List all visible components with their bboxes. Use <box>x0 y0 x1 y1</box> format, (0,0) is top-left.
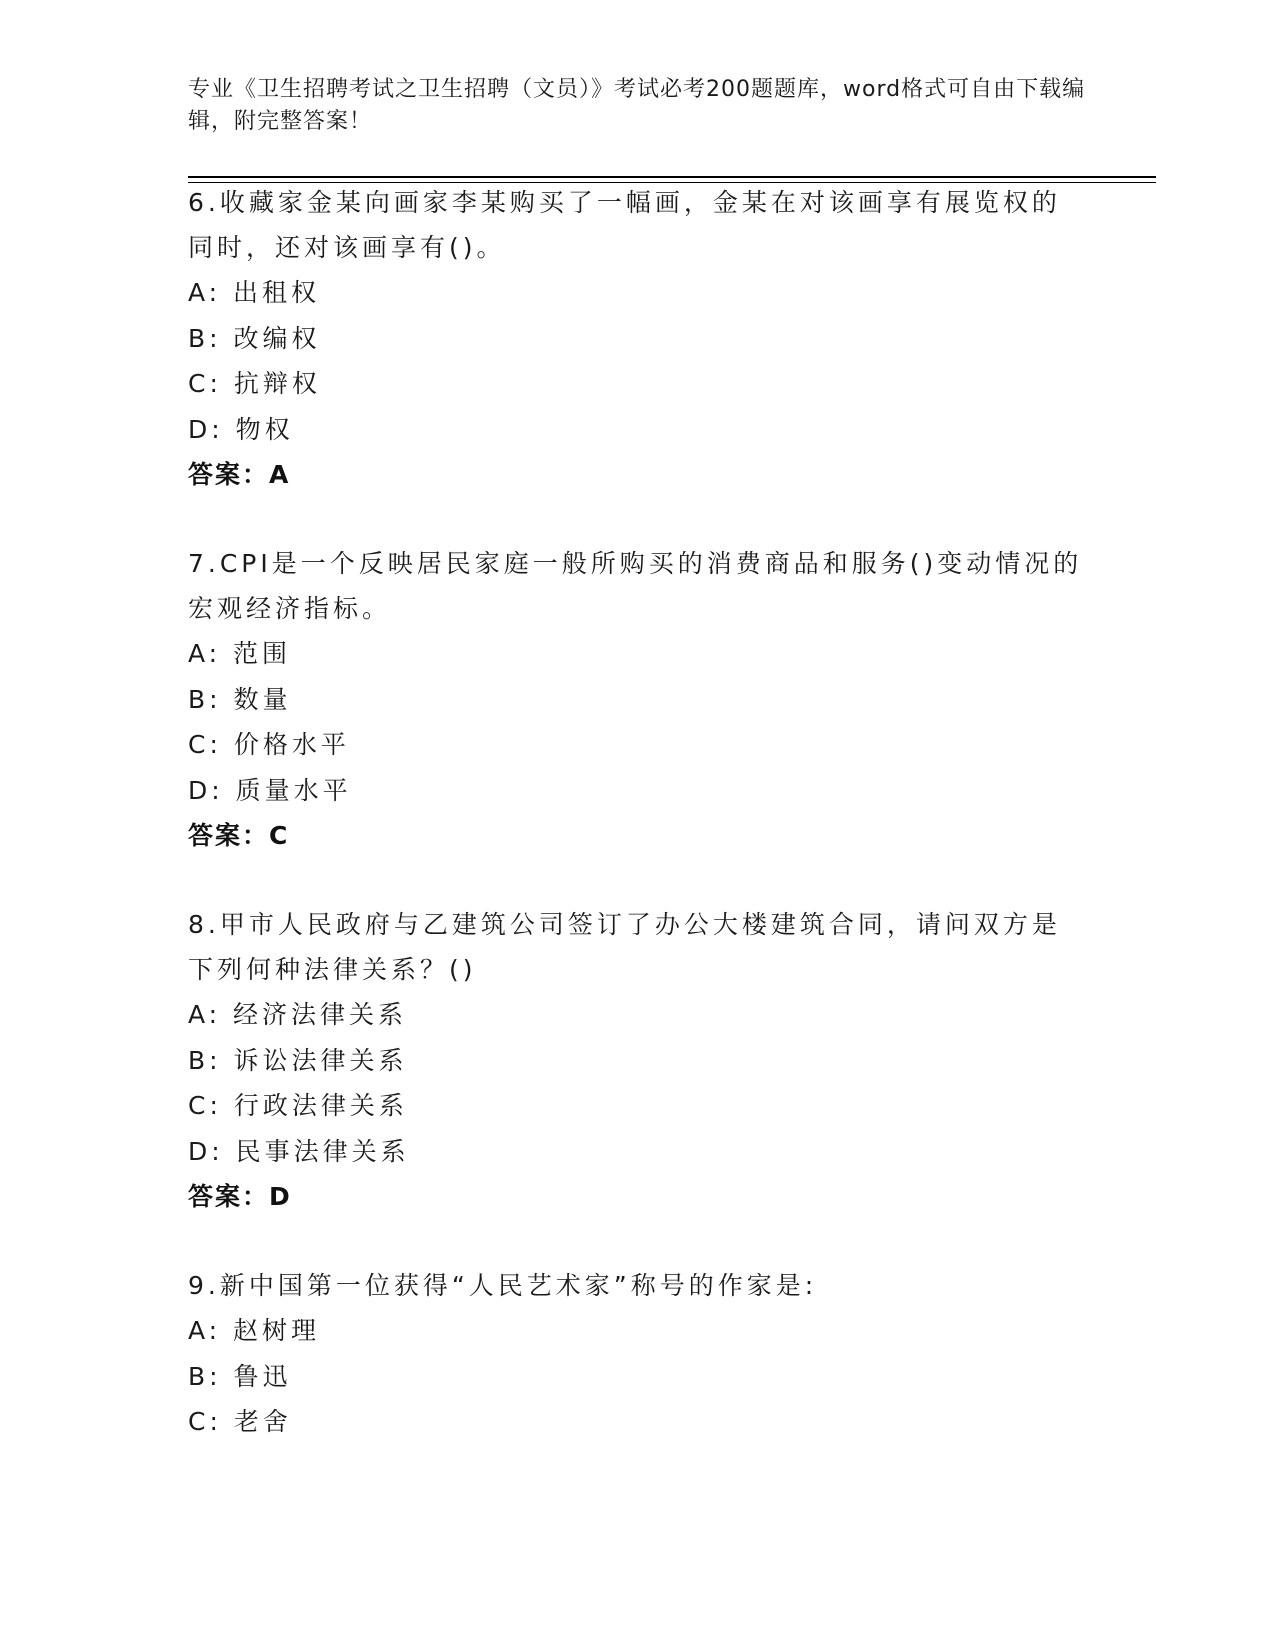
option-a: A: 出租权 <box>188 278 321 307</box>
option-d: D: 物权 <box>188 414 294 444</box>
option-b: B: 诉讼法律关系 <box>188 1045 408 1075</box>
header-divider-thick <box>188 176 1156 178</box>
answer: 答案：D <box>188 1182 292 1211</box>
option-c: C: 行政法律关系 <box>188 1091 408 1120</box>
option-d: D: 质量水平 <box>188 775 352 805</box>
question-9 <box>188 1263 1088 1445</box>
option-a: A: 赵树理 <box>188 1316 321 1345</box>
question-stem: 7.CPI是一个反映居民家庭一般所购买的消费商品和服务()变动情况的宏观经济指标。 <box>188 549 1083 623</box>
question-stem: 8.甲市人民政府与乙建筑公司签订了办公大楼建筑合同，请问双方是下列何种法律关系？() <box>188 910 1061 984</box>
option-d: D: 民事法律关系 <box>188 1136 410 1166</box>
option-b: B: 改编权 <box>188 323 321 353</box>
question-stem: 6.收藏家金某向画家李某购买了一幅画，金某在对该画享有展览权的同时，还对该画享有()。 <box>188 188 1061 262</box>
answer: 答案：A <box>188 460 291 489</box>
option-b: B: 数量 <box>188 684 292 714</box>
option-c: C: 抗辩权 <box>188 369 321 398</box>
question-stem: 9.新中国第一位获得“人民艺术家”称号的作家是: <box>188 1271 818 1300</box>
option-c: C: 老舍 <box>188 1407 292 1436</box>
option-a: A: 范围 <box>188 639 292 668</box>
option-b: B: 鲁迅 <box>188 1361 292 1391</box>
answer: 答案：C <box>188 821 290 850</box>
document-header: 专业《卫生招聘考试之卫生招聘（文员）》考试必考200题题库，word格式可自由下载编辑，附完整答案！ <box>188 77 1086 134</box>
question-7 <box>188 541 1088 858</box>
question-6 <box>188 180 1088 497</box>
option-a: A: 经济法律关系 <box>188 1000 408 1029</box>
question-8 <box>188 902 1088 1219</box>
option-c: C: 价格水平 <box>188 730 350 759</box>
